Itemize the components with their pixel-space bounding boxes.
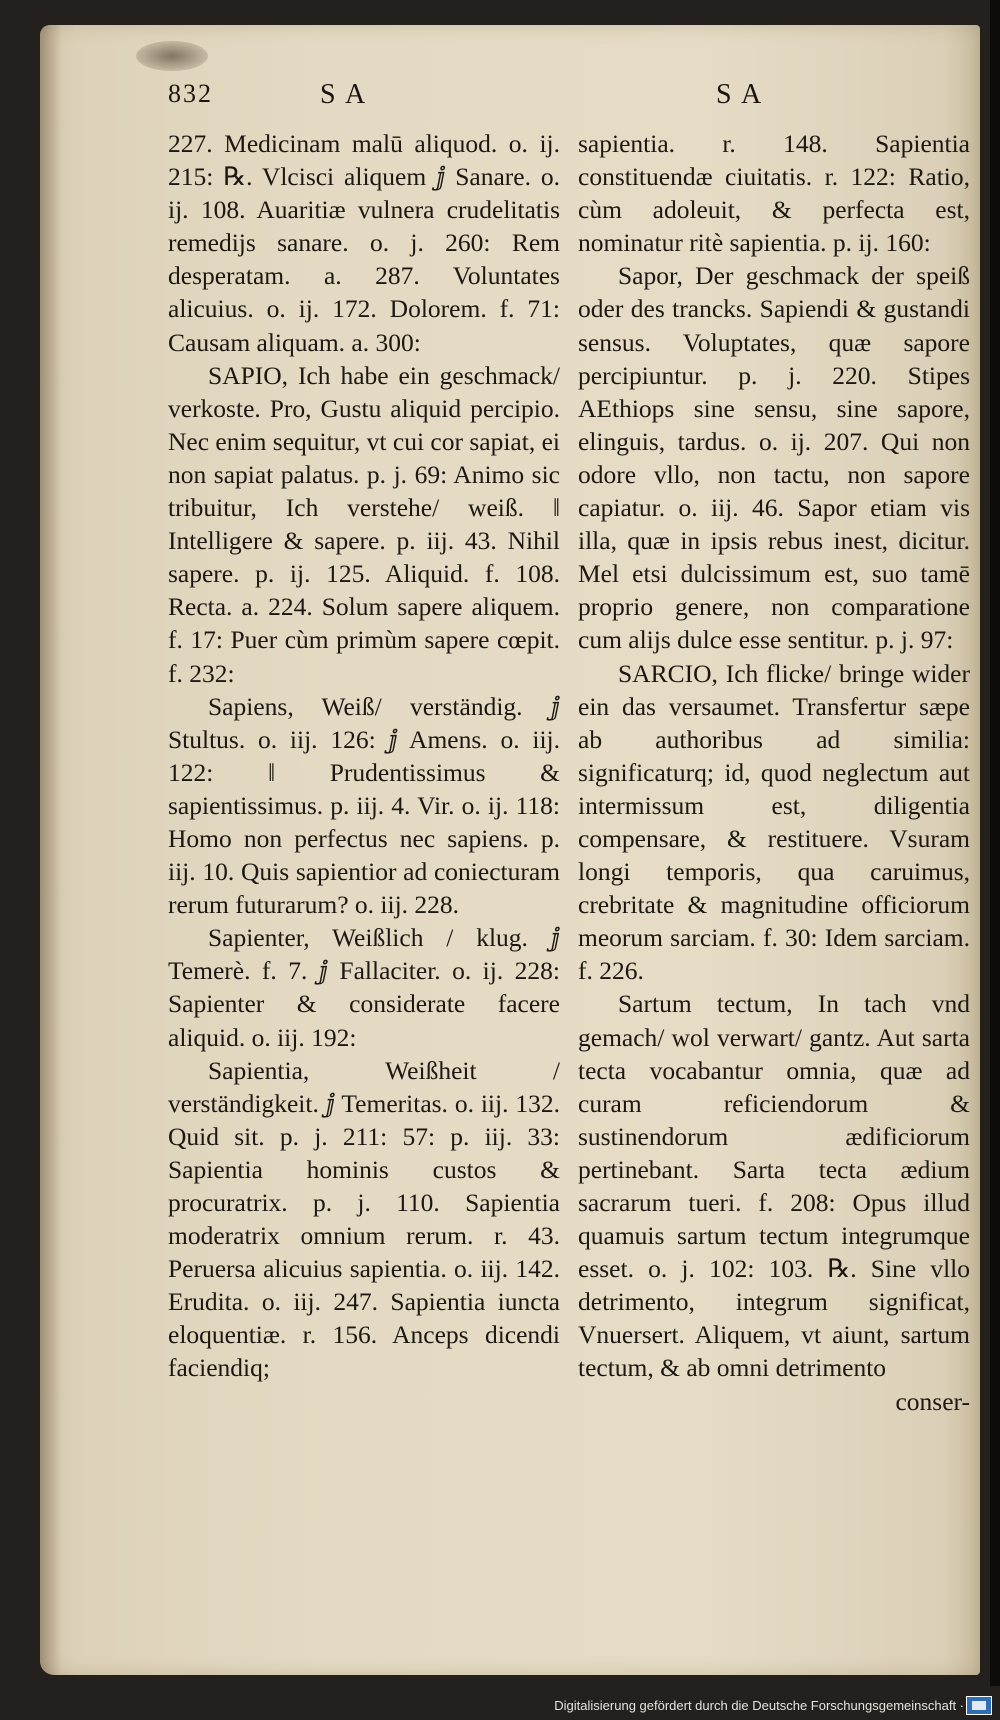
page-number: 832 — [168, 79, 213, 108]
entry-paragraph: SAPIO, Ich habe ein geschmack/ verkoste. Pro, Gustu aliquid percipio. Nec enim sequitur, vt cui cor sapiat, ei non sapiat palatus. p. j. 69: Animo sic tribuitur, Ich verstehe/ weiß. ‖ Intelligere & sapere. p. iij. 43. Nihil sapere. p. ij. 125. Aliquid. f. 108. Recta. a. 224. Solum sapere aliquem. f. 17: Puer cùm primùm sapere cœpit. f. 232: — [168, 360, 560, 688]
entry-paragraph: Sartum tectum, In tach vnd gemach/ wol verwart/ gantz. Aut sarta tecta vocabantur omnia, quæ ad curam reficiendorum & sustinendorum ædificiorum pertinebant. Sarta tecta ædium sacrarum tueri. f. 208: Opus illud quamuis sartum tectum integrumque esset. o. j. 102: 103. ℞. Sine vllo detrimento, integrum significat, Vnuersert. Aliquem, vt aiunt, sartum tectum, & ab omni detrimento — [578, 989, 970, 1383]
book-page — [40, 25, 980, 1675]
entry-paragraph: Sapor, Der geschmack der speiß oder des trancks. Sapiendi & gustandi sensus. Voluptates, quæ sapore percipiuntur. p. j. 220. Stipes AEthiops sine sensu, sine sapore, elinguis, tardus. o. ij. 207. Qui non odore vllo, non tactu, non sapore capiatur. o. iij. 46. Sapor etiam vis illa, quæ in ipsis rebus inest, dicitur. Mel etsi dulcissimum est, suo tamē proprio genere, non comparatione cum alijs dulce esse sentitur. p. j. 97: — [578, 261, 970, 655]
entry-paragraph: sapientia. r. 148. Sapientia constituendæ ciuitatis. r. 122: Ratio, cùm adoleuit, & perfecta est, nominatur ritè sapientia. p. ij. 160: — [578, 129, 970, 258]
right-text-column — [578, 127, 970, 1418]
book-edge-shadow — [990, 0, 1000, 1720]
dfg-logo-icon — [966, 1696, 992, 1715]
page-stain — [136, 41, 208, 71]
running-head-left: S A — [320, 79, 368, 110]
digitization-credit: Digitalisierung gefördert durch die Deutsche Forschungsgemeinschaft · — [554, 1698, 964, 1713]
entry-paragraph: Sapiens, Weiß/ verständig. ⅉ Stultus. o. iij. 126: ⅉ Amens. o. iij. 122: ‖ Prudentissimus & sapientissimus. p. iij. 4. Vir. o. ij. 118: Homo non perfectus nec sapiens. p. iij. 10. Quis sapientior ad coniecturam rerum futurarum? o. iij. 228. — [168, 691, 560, 920]
running-head-right: S A — [716, 79, 764, 110]
gutter-shadow — [40, 25, 62, 1675]
catchword: conser- — [895, 1386, 970, 1416]
entry-paragraph: 227. Medicinam malū aliquod. o. ij. 215: ℞. Vlcisci aliquem ⅉ Sanare. o. ij. 108. Auaritiæ vulnera crudelitatis remedijs sanare. o. j. 260: Rem desperatam. a. 287. Voluntates alicuius. o. ij. 172. Dolorem. f. 71: Causam aliquam. a. 300: — [168, 129, 560, 357]
entry-paragraph: SARCIO, Ich flicke/ bringe wider ein das versaumet. Transfertur sæpe ab authoribus ad similia: significaturq; id, quod neglectum aut intermissum est, diligentia compensare, & restituere. Vsuram longi temporis, qua caruimus, crebritate & magnitudine officiorum meorum sarciam. f. 30: Idem sarciam. f. 226. — [578, 658, 970, 986]
digitization-footer — [0, 1686, 1000, 1720]
entry-paragraph: Sapienter, Weißlich / klug. ⅉ Temerè. f. 7. ⅉ Fallaciter. o. ij. 228: Sapienter & considerate facere aliquid. o. iij. 192: — [168, 923, 560, 1052]
left-text-column — [168, 127, 560, 1385]
entry-paragraph: Sapientia, Weißheit / verständigkeit. ⅉ Temeritas. o. iij. 132. Quid sit. p. j. 211: 57: p. iij. 33: Sapientia hominis custos & procuratrix. p. j. 110. Sapientia moderatrix omnium rerum. r. 43. Peruersa alicuius sapientia. o. iij. 142. Erudita. o. iij. 247. Sapientia iuncta eloquentiæ. r. 156. Anceps dicendi faciendiq; — [168, 1055, 560, 1383]
